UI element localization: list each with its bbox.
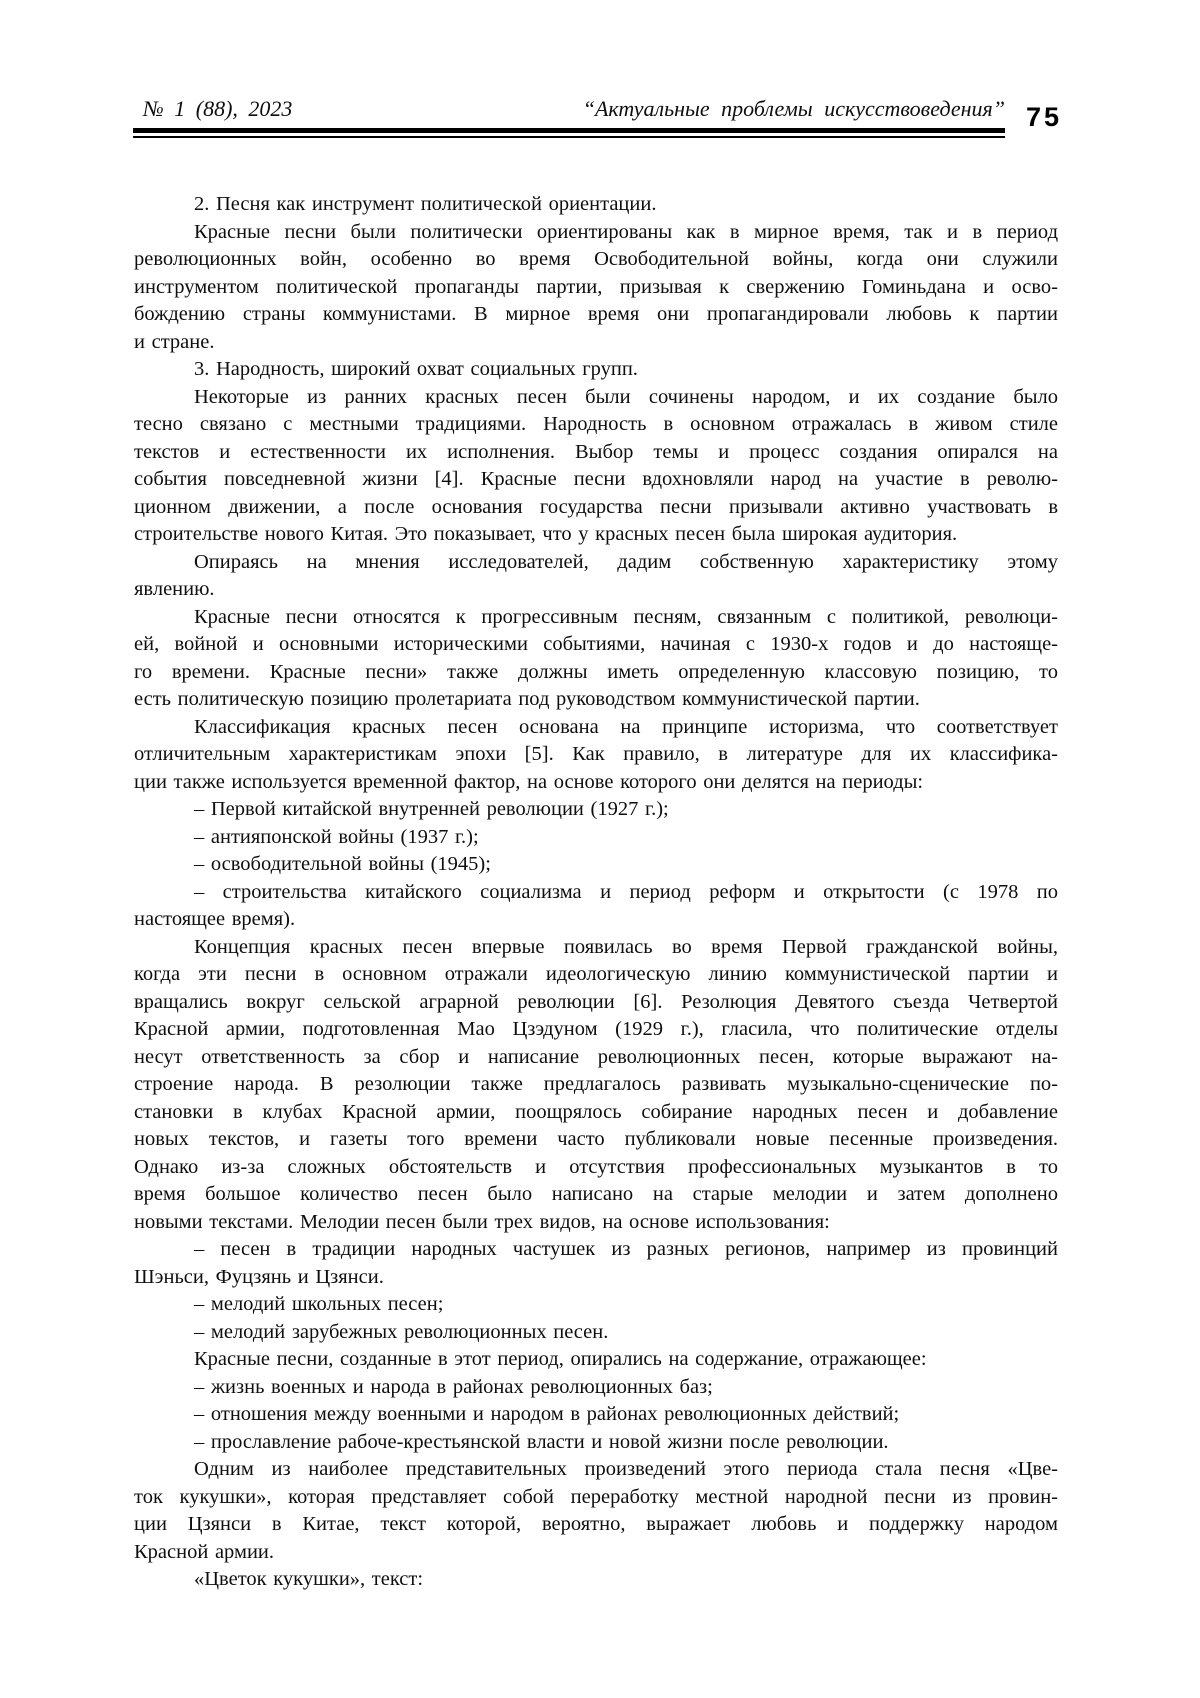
text-line: Одним из наиболее представительных произведений этого периода стала песня «Цве- xyxy=(194,1458,1058,1480)
text-line: несут ответственность за сбор и написание революционных песен, которые выражают на- xyxy=(134,1045,1058,1068)
text-line: Красные песни были политически ориентированы как в мирное время, так и в период xyxy=(194,220,1058,243)
paragraph xyxy=(134,1566,1058,1594)
text-line: Некоторые из ранних красных песен были сочинены народом, и их создание было xyxy=(194,385,1058,408)
paragraph xyxy=(134,1346,1058,1374)
text-line: тесно связано с местными традициями. Народность в основном отражалась в живом стиле xyxy=(134,413,1058,435)
paragraph xyxy=(134,1401,1058,1429)
paragraph xyxy=(134,934,1058,1237)
text-line: Классификация красных песен основана на принципе историзма, что соответствует xyxy=(194,715,1058,738)
paragraph xyxy=(134,1374,1058,1402)
paragraph xyxy=(134,879,1058,934)
paragraph xyxy=(134,356,1058,384)
text-line: события повседневной жизни [4]. Красные песни вдохновляли народ на участие в револю- xyxy=(134,468,1058,490)
paragraph xyxy=(134,1456,1058,1566)
text-line: отличительным характеристикам эпохи [5]. Как правило, в литературе для их классифика- xyxy=(134,743,1058,765)
text-line: Опираясь на мнения исследователей, дадим собственную характеристику этому xyxy=(194,550,1058,573)
text-line: – антияпонской войны (1937 г.); xyxy=(194,825,479,848)
paragraph xyxy=(134,824,1058,852)
text-line: и стране. xyxy=(134,330,215,353)
paragraph xyxy=(134,604,1058,714)
text-line: ток кукушки», которая представляет собой переработку местной народной песни из провин- xyxy=(134,1485,1058,1508)
paragraph xyxy=(134,1319,1058,1347)
text-line: строение народа. В резолюции также предлагалось развивать музыкально-сценические по- xyxy=(134,1073,1058,1095)
text-line: инструментом политической пропаганды партии, призывая к свержению Гоминьдана и осво- xyxy=(134,275,1058,298)
text-line: когда эти песни в основном отражали идеологическую линию коммунистической партии и xyxy=(134,963,1058,985)
text-line: «Цветок кукушки», текст: xyxy=(194,1568,424,1590)
text-line: настоящее время). xyxy=(134,908,296,930)
page-number: 75 xyxy=(1026,102,1063,132)
text-line: время большое количество песен было написано на старые мелодии и затем дополнено xyxy=(134,1183,1058,1205)
text-line: Красной армии, подготовленная Мао Цзэдуном (1929 г.), гласила, что политические отделы xyxy=(134,1018,1058,1040)
paragraph xyxy=(134,796,1058,824)
paragraph xyxy=(134,1429,1058,1457)
text-line: ции также используется временной фактор, на основе которого они делятся на периоды: xyxy=(134,770,924,793)
paragraph xyxy=(134,384,1058,549)
running-head xyxy=(133,96,1005,122)
paragraph xyxy=(134,191,1058,219)
paragraph xyxy=(134,1291,1058,1319)
header-rule xyxy=(133,128,1005,138)
text-line: го времени. Красные песни» также должны иметь определенную классовую позицию, то xyxy=(134,660,1058,683)
text-line: ей, войной и основными историческими событиями, начиная с 1930-х годов и до настояще- xyxy=(134,633,1058,655)
text-line: – строительства китайского социализма и период реформ и открытости (с 1978 по xyxy=(194,880,1058,903)
text-line: – Первой китайской внутренней революции (1927 г.); xyxy=(194,798,669,820)
paragraph xyxy=(134,714,1058,797)
text-line: – прославление рабоче-крестьянской власти и новой жизни после революции. xyxy=(194,1430,889,1453)
journal-title: “Актуальные проблемы искусствоведения” xyxy=(582,96,1005,121)
text-line: ции Цзянси в Китае, текст которой, вероятно, выражает любовь и поддержку народом xyxy=(134,1513,1058,1535)
issue-label: № 1 (88), 2023 xyxy=(143,96,293,121)
text-line: новыми текстами. Мелодии песен были трех видов, на основе использования: xyxy=(134,1210,830,1233)
text-line: Шэньси, Фуцзянь и Цзянси. xyxy=(134,1265,384,1288)
article-body xyxy=(134,191,1058,1594)
text-line: есть политическую позицию пролетариата под руководством коммунистической партии. xyxy=(134,688,920,710)
text-line: – песен в традиции народных частушек из разных регионов, например из провинций xyxy=(194,1238,1058,1260)
text-line: – жизнь военных и народа в районах революционных баз; xyxy=(194,1375,713,1398)
text-line: революционных войн, особенно во время Освободительной войны, когда они служили xyxy=(134,248,1058,270)
text-line: строительстве нового Китая. Это показывает, что у красных песен была широкая аудитория. xyxy=(134,523,958,545)
text-line: Красные песни, созданные в этот период, опирались на содержание, отражающее: xyxy=(194,1348,927,1370)
text-line: Концепция красных песен впервые появилась во время Первой гражданской войны, xyxy=(194,935,1058,958)
text-line: бождению страны коммунистами. В мирное время они пропагандировали любовь к партии xyxy=(134,303,1058,325)
text-line: текстов и естественности их исполнения. Выбор темы и процесс создания опирался на xyxy=(134,440,1058,463)
text-line: явлению. xyxy=(134,578,215,600)
text-line: Красные песни относятся к прогрессивным песням, связанным с политикой, революци- xyxy=(194,605,1058,628)
text-line: – мелодий школьных песен; xyxy=(194,1293,444,1315)
paragraph xyxy=(134,549,1058,604)
text-line: 2. Песня как инструмент политической ориентации. xyxy=(194,193,657,215)
text-line: – отношения между военными и народом в районах революционных действий; xyxy=(194,1403,900,1425)
text-line: ционном движении, а после основания государства песни призывали активно участвовать в xyxy=(134,495,1058,518)
text-line: 3. Народность, широкий охват социальных групп. xyxy=(194,358,638,380)
paragraph xyxy=(134,851,1058,879)
text-line: становки в клубах Красной армии, поощрялось собирание народных песен и добавление xyxy=(134,1100,1058,1123)
text-line: новых текстов, и газеты того времени часто публиковали новые песенные произведения. xyxy=(134,1128,1058,1150)
paragraph xyxy=(134,219,1058,357)
text-line: – освободительной войны (1945); xyxy=(194,853,491,875)
text-line: Красной армии. xyxy=(134,1540,275,1563)
text-line: Однако из-за сложных обстоятельств и отсутствия профессиональных музыкантов в то xyxy=(134,1155,1058,1178)
paragraph xyxy=(134,1236,1058,1291)
text-line: вращались вокруг сельской аграрной революции [6]. Резолюция Девятого съезда Четвертой xyxy=(134,990,1058,1013)
text-line: – мелодий зарубежных революционных песен. xyxy=(194,1320,609,1343)
